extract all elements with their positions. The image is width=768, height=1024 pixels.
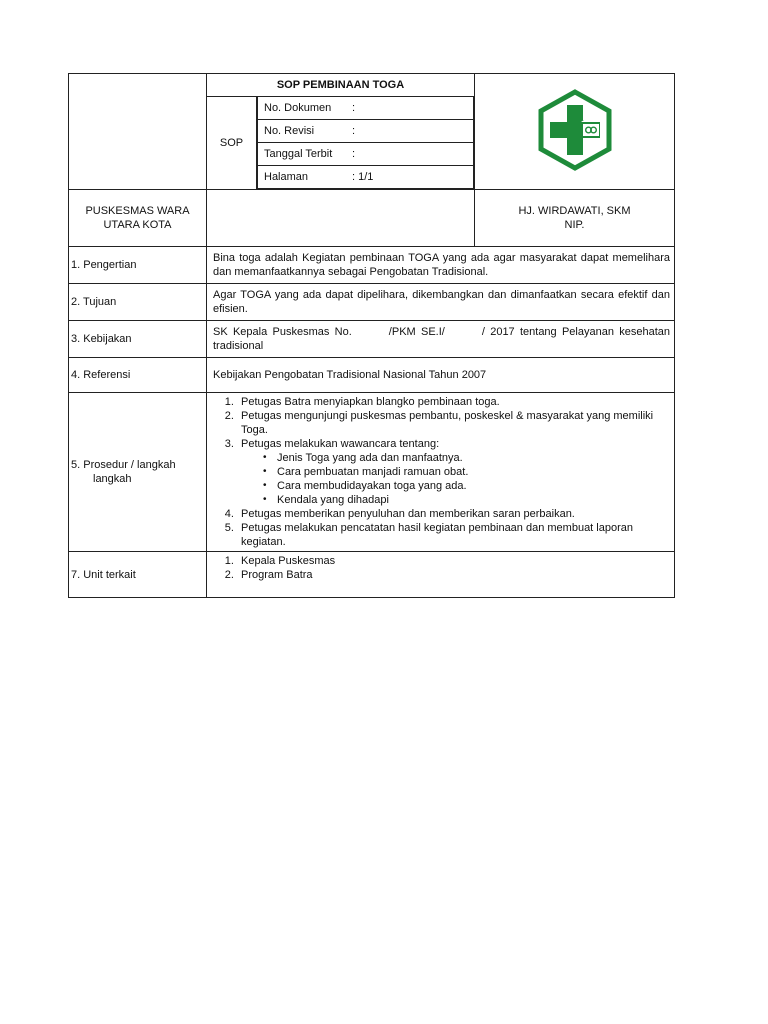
pengertian-label: 1. Pengertian bbox=[69, 247, 207, 284]
meta-table bbox=[257, 97, 474, 189]
tujuan-label: 2. Tujuan bbox=[69, 284, 207, 321]
header-blank-cell bbox=[69, 74, 207, 190]
document-title: SOP PEMBINAAN TOGA bbox=[207, 74, 475, 97]
wawancara-topic: • Cara pembuatan manjadi ramuan obat. bbox=[263, 465, 670, 479]
sop-label: SOP bbox=[207, 97, 257, 190]
header-middle-blank bbox=[207, 190, 475, 247]
prosedur-step: 1. Petugas Batra menyiapkan blangko pembinaan toga. bbox=[237, 395, 670, 409]
prosedur-step: 3. Petugas melakukan wawancara tentang: • Jenis Toga yang ada dan manfaatnya. • Cara pembuatan manjadi ramuan obat. • Cara membudidayakan toga yang ada. • Kendala yang dihadapi bbox=[237, 437, 670, 507]
wawancara-topic: • Cara membudidayakan toga yang ada. bbox=[263, 479, 670, 493]
unit-terkait-cell bbox=[207, 552, 675, 598]
meta-tanggal-terbit: Tanggal Terbit : bbox=[258, 143, 474, 166]
wawancara-topic: • Jenis Toga yang ada dan manfaatnya. bbox=[263, 451, 670, 465]
prosedur-list-cell bbox=[207, 393, 675, 552]
signer-nip: NIP. bbox=[564, 219, 585, 231]
pengertian-text: Bina toga adalah Kegiatan pembinaan TOGA yang ada agar masyarakat dapat memelihara dan memanfaatkannya sebagai Pengobatan Tradisional. bbox=[207, 247, 675, 284]
puskesmas-logo-icon bbox=[537, 89, 613, 171]
prosedur-step: 2. Petugas mengunjungi puskesmas pembantu, poskeskel & masyarakat yang memiliki Toga. bbox=[237, 409, 670, 437]
unit-terkait-label: 7. Unit terkait bbox=[69, 552, 207, 598]
meta-cell bbox=[257, 97, 475, 190]
tujuan-text: Agar TOGA yang ada dapat dipelihara, dikembangkan dan dimanfaatkan secara efektif dan efisien. bbox=[207, 284, 675, 321]
logo-cell bbox=[475, 74, 675, 190]
unit-item: 2. Program Batra bbox=[237, 568, 670, 582]
signer-name: HJ. WIRDAWATI, SKM bbox=[518, 205, 631, 217]
prosedur-step: 5. Petugas melakukan pencatatan hasil kegiatan pembinaan dan membuat laporan kegiatan. bbox=[237, 521, 670, 549]
unit-terkait-list bbox=[207, 554, 670, 582]
referensi-text: Kebijakan Pengobatan Tradisional Nasional Tahun 2007 bbox=[207, 358, 675, 393]
signer-block bbox=[475, 190, 675, 247]
sop-table bbox=[68, 73, 675, 598]
sop-document bbox=[68, 73, 674, 598]
unit-item: 1. Kepala Puskesmas bbox=[237, 554, 670, 568]
prosedur-step: 4. Petugas memberikan penyuluhan dan memberikan saran perbaikan. bbox=[237, 507, 670, 521]
referensi-label: 4. Referensi bbox=[69, 358, 207, 393]
wawancara-topics bbox=[241, 451, 670, 507]
kebijakan-text: SK Kepala Puskesmas No. /PKM SE.I/ / 2017 tentang Pelayanan kesehatan tradisional bbox=[207, 321, 675, 358]
meta-no-revisi: No. Revisi : bbox=[258, 120, 474, 143]
prosedur-label: 5. Prosedur / langkah langkah bbox=[69, 393, 207, 552]
organization-name: PUSKESMAS WARA UTARA KOTA bbox=[69, 190, 207, 247]
prosedur-steps bbox=[207, 395, 670, 549]
wawancara-topic: • Kendala yang dihadapi bbox=[263, 493, 670, 507]
kebijakan-label: 3. Kebijakan bbox=[69, 321, 207, 358]
meta-no-dokumen: No. Dokumen : bbox=[258, 97, 474, 120]
meta-halaman: Halaman : 1/1 bbox=[258, 166, 474, 189]
